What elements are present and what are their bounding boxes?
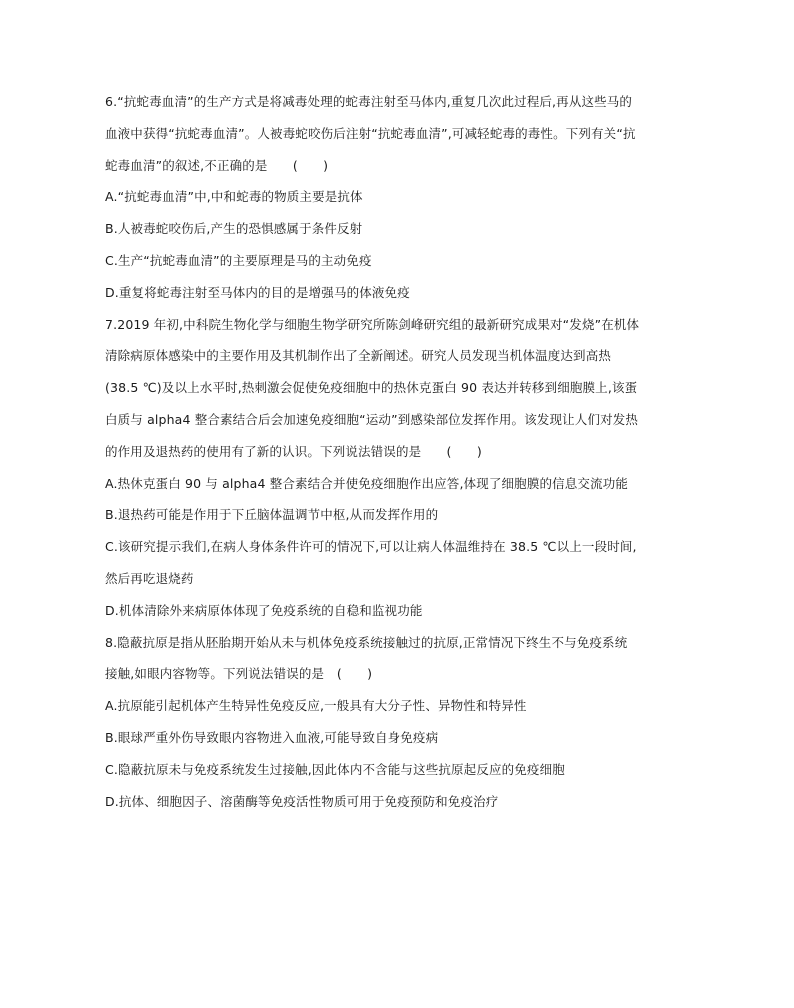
option-d: D.机体清除外来病原体体现了免疫系统的自稳和监视功能 <box>105 602 423 618</box>
option-a: A.“抗蛇毒血清”中,中和蛇毒的物质主要是抗体 <box>105 189 363 205</box>
option-c: C.该研究提示我们,在病人身体条件许可的情况下,可以让病人体温维持在 38.5 ℃以上一段时间, <box>105 539 637 555</box>
question-stem-line: 7.2019 年初,中科院生物化学与细胞生物学研究所陈剑峰研究组的最新研究成果对“发烧”在机体 <box>105 316 640 332</box>
option-a: A.抗原能引起机体产生特异性免疫反应,一般具有大分子性、异物性和特异性 <box>105 698 527 714</box>
option-c: C.生产“抗蛇毒血清”的主要原理是马的主动免疫 <box>105 252 372 268</box>
question-stem-line: 蛇毒血清”的叙述,不正确的是 ( ) <box>105 157 329 173</box>
question-stem-line: 6.“抗蛇毒血清”的生产方式是将减毒处理的蛇毒注射至马体内,重复几次此过程后,再从这些马的 <box>105 94 633 109</box>
option-c: C.隐蔽抗原未与免疫系统发生过接触,因此体内不含能与这些抗原起反应的免疫细胞 <box>105 761 565 777</box>
question-stem-line: 接触,如眼内容物等。下列说法错误的是 ( ) <box>105 666 373 682</box>
option-c-continued: 然后再吃退烧药 <box>105 570 194 586</box>
option-a: A.热休克蛋白 90 与 alpha4 整合素结合并使免疫细胞作出应答,体现了细胞膜的信息交流功能 <box>105 475 629 491</box>
option-b: B.退热药可能是作用于下丘脑体温调节中枢,从而发挥作用的 <box>105 507 439 523</box>
option-d: D.重复将蛇毒注射至马体内的目的是增强马的体液免疫 <box>105 284 410 300</box>
question-6 <box>105 86 695 309</box>
question-stem-line: 清除病原体感染中的主要作用及其机制作出了全新阐述。研究人员发现当机体温度达到高热 <box>105 348 612 364</box>
option-b: B.人被毒蛇咬伤后,产生的恐惧感属于条件反射 <box>105 221 363 237</box>
option-d: D.抗体、细胞因子、溶菌酶等免疫活性物质可用于免疫预防和免疫治疗 <box>105 793 499 809</box>
question-stem-line: 8.隐蔽抗原是指从胚胎期开始从未与机体免疫系统接触过的抗原,正常情况下终生不与免疫系统 <box>105 634 628 650</box>
option-b: B.眼球严重外伤导致眼内容物进入血液,可能导致自身免疫病 <box>105 729 439 745</box>
question-stem-line: 白质与 alpha4 整合素结合后会加速免疫细胞“运动”到感染部位发挥作用。该发现让人们对发热 <box>105 411 639 427</box>
question-8 <box>105 627 695 818</box>
question-7 <box>105 309 695 627</box>
question-stem-line: 的作用及退热药的使用有了新的认识。下列说法错误的是 ( ) <box>105 443 482 459</box>
question-stem-line: (38.5 ℃)及以上水平时,热刺激会促使免疫细胞中的热休克蛋白 90 表达并转移到细胞膜上,该蛋 <box>105 380 638 396</box>
question-list <box>105 86 695 817</box>
question-stem-line: 血液中获得“抗蛇毒血清”。人被毒蛇咬伤后注射“抗蛇毒血清”,可减轻蛇毒的毒性。下列有关“抗 <box>105 125 636 141</box>
